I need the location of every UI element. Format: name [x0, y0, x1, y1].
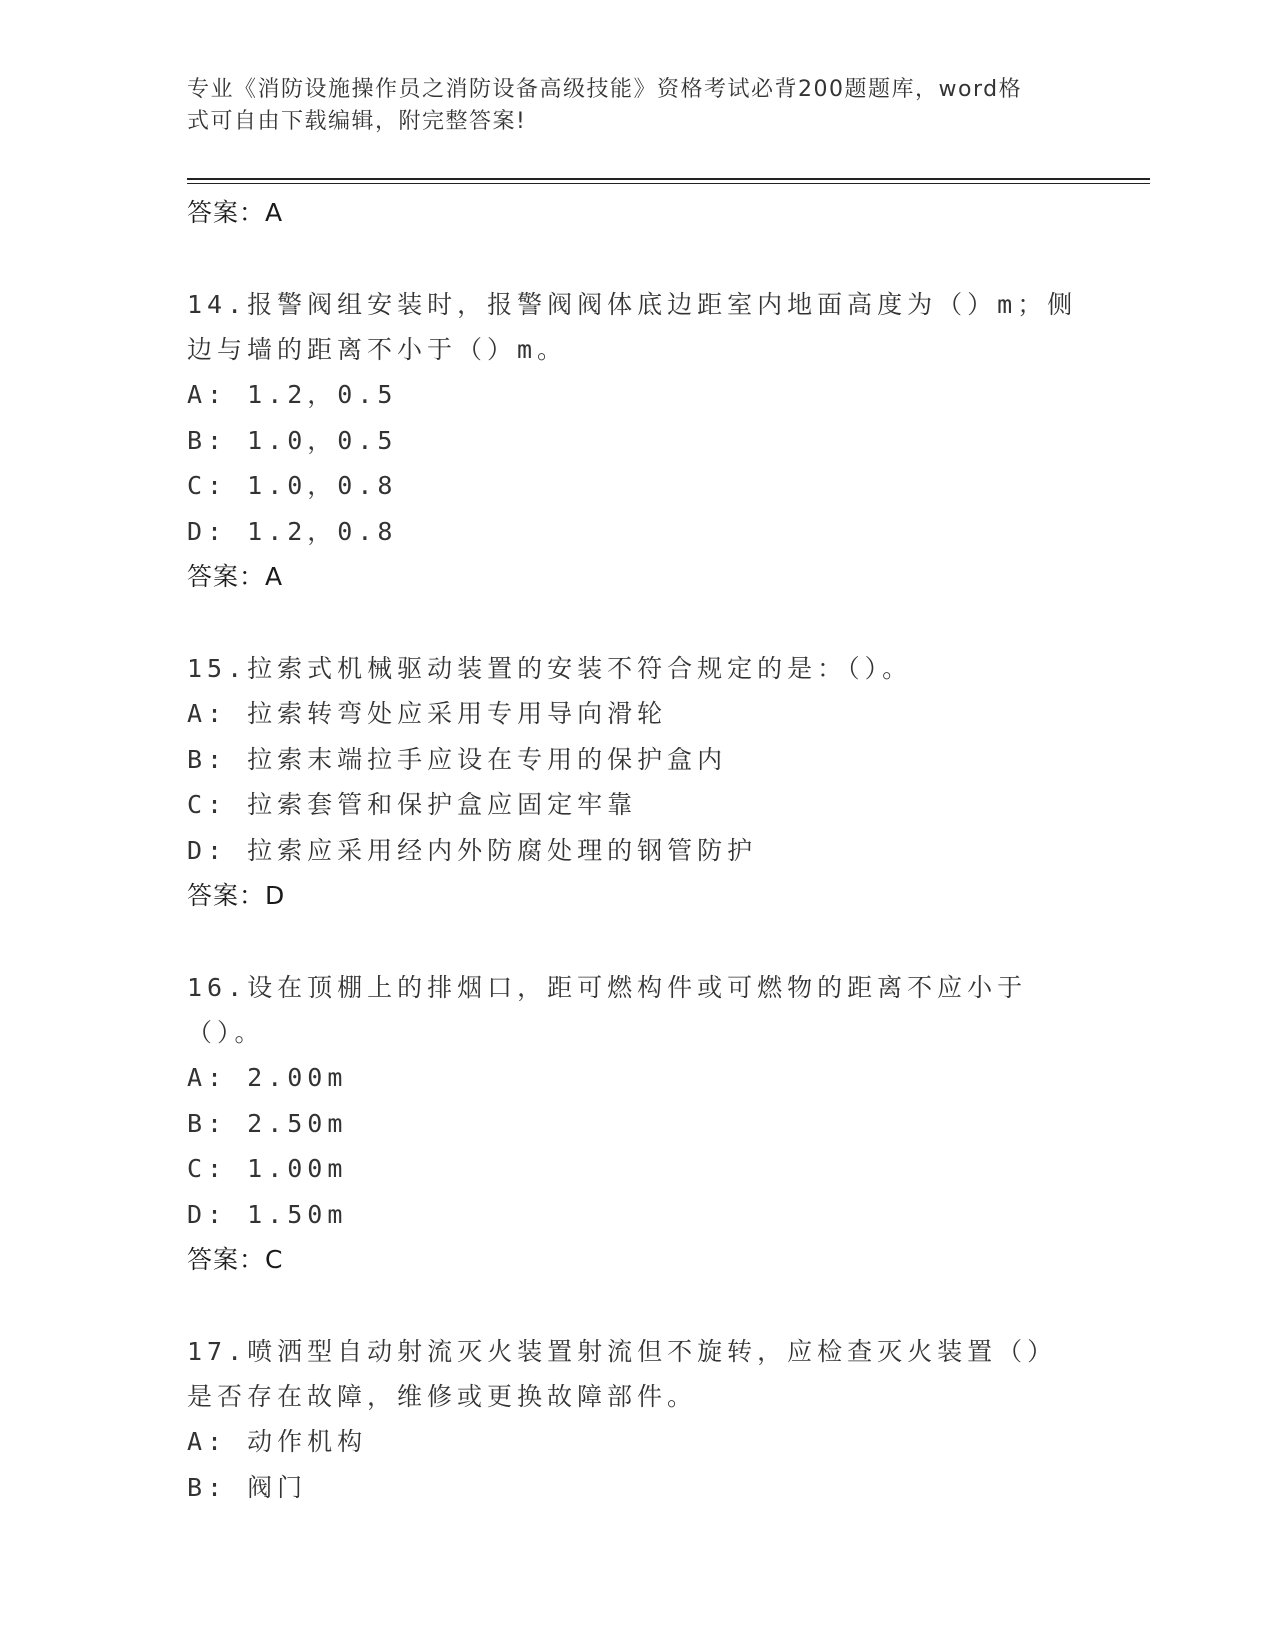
question-16 [187, 965, 1087, 1282]
option-b: B: 2.50m [187, 1108, 348, 1138]
answer-text: 答案：D [187, 881, 286, 910]
question-text: 14.报警阀组安装时，报警阀阀体底边距室内地面高度为（）m；侧边与墙的距离不小于（）m。 [187, 290, 1078, 364]
header-divider-thin [187, 183, 1150, 184]
header-line-2: 式可自由下载编辑，附完整答案! [187, 109, 527, 134]
option-c: C: 1.00m [187, 1154, 348, 1183]
question-14 [187, 282, 1087, 599]
answer-text: 答案：C [187, 1245, 284, 1274]
option-c: C: 拉索套管和保护盒应固定牢靠 [187, 790, 638, 819]
question-text: 16.设在顶棚上的排烟口，距可燃构件或可燃物的距离不应小于（）。 [187, 973, 1028, 1047]
option-b: B: 拉索末端拉手应设在专用的保护盒内 [187, 744, 728, 774]
option-c: C: 1.0，0.8 [187, 471, 398, 500]
option-a: A: 动作机构 [187, 1427, 368, 1456]
header-line-1: 专业《消防设施操作员之消防设备高级技能》资格考试必背200题题库，word格 [187, 77, 1023, 102]
document-header [187, 74, 1067, 138]
option-a: A: 1.2，0.5 [187, 380, 398, 409]
question-list [187, 190, 1087, 1510]
option-d: D: 1.50m [187, 1199, 348, 1229]
answer-text: 答案：A [187, 562, 284, 591]
option-d: D: 1.2，0.8 [187, 516, 398, 546]
option-a: A: 拉索转弯处应采用专用导向滑轮 [187, 699, 668, 728]
option-b: B: 阀门 [187, 1472, 308, 1502]
header-divider-thick [187, 178, 1150, 180]
question-text: 15.拉索式机械驱动装置的安装不符合规定的是：（）。 [187, 654, 913, 683]
option-a: A: 2.00m [187, 1063, 348, 1092]
question-15 [187, 646, 1087, 918]
question-17 [187, 1329, 1087, 1510]
option-d: D: 拉索应采用经内外防腐处理的钢管防护 [187, 835, 758, 865]
question-text: 17.喷洒型自动射流灭火装置射流但不旋转，应检查灭火装置（）是否存在故障，维修或更换故障部件。 [187, 1337, 1058, 1411]
answer-text: 答案：A [187, 198, 284, 227]
option-b: B: 1.0，0.5 [187, 425, 398, 455]
